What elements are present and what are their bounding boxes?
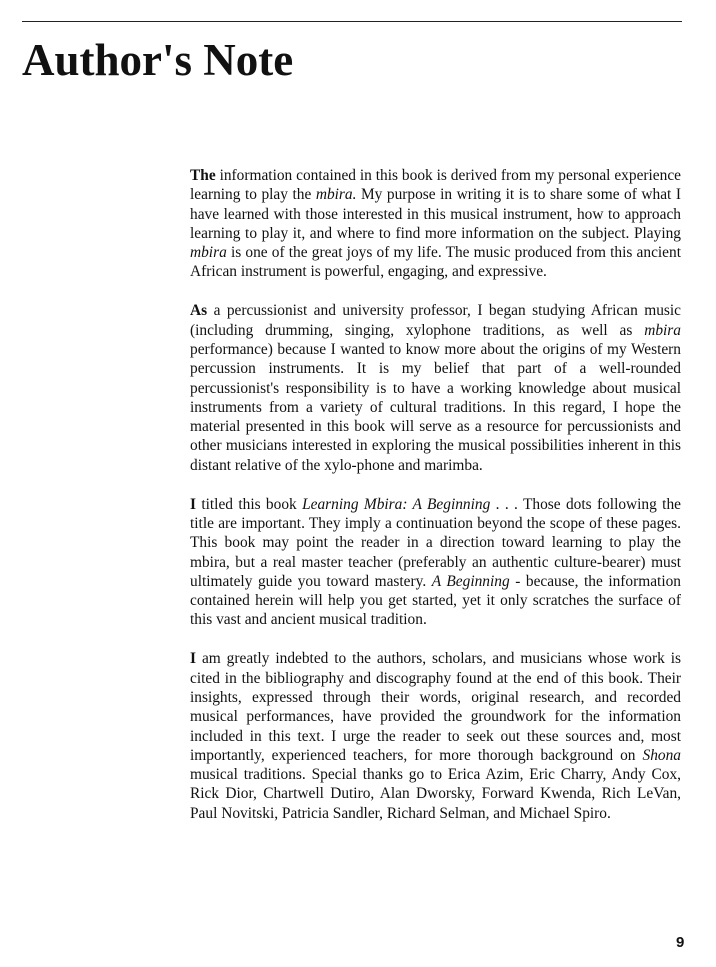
body-text [190, 166, 681, 843]
italic-text: Learning Mbira: A Beginning [302, 495, 491, 513]
page-number: 9 [676, 934, 685, 951]
italic-text: A Beginning [431, 572, 510, 590]
paragraph-lead-word: The [190, 167, 216, 184]
paragraph [190, 649, 681, 823]
paragraph-lead-word: I [190, 495, 196, 513]
paragraph [190, 301, 681, 475]
page-title: Author's Note [22, 35, 294, 85]
italic-text: mbira [190, 244, 227, 262]
text-run: a percussionist and university professor, I began studying African music (including drumming, singing, xylophone traditions, as well as [190, 302, 681, 339]
paragraph-lead-word: As [190, 302, 208, 320]
text-run: titled this book [196, 495, 303, 513]
italic-text: mbira [644, 321, 681, 339]
italic-text: Shona [642, 746, 681, 764]
text-run: musical traditions. Special thanks go to Erica Azim, Eric Charry, Andy Cox, Rick Dior, Chartwell Dutiro, Alan Dworsky, Forward Kwenda, Rich LeVan, Paul Novitski, Patricia Sandler, Richard Selman, and Michael Spiro. [190, 766, 681, 822]
top-rule [22, 21, 682, 22]
text-run: is one of the great joys of my life. The music produced from this ancient African instrument is powerful, engaging, and expressive. [190, 244, 681, 281]
paragraph [190, 166, 681, 282]
text-run: am greatly indebted to the authors, scholars, and musicians whose work is cited in the bibliography and discography found at the end of this book. Their insights, expressed through their words, original research, and recorded musical performances, have provided the groundwork for the information included in this text. I urge the reader to seek out these sources and, most importantly, experienced teachers, for more thorough background on [190, 650, 681, 764]
italic-text: mbira. [315, 186, 357, 204]
text-run: . . . Those dots following the title are important. They imply a continuation beyond the scope of these pages. This book may point the reader in a direction toward learning to play the mbira, but a real master teacher (preferably an authentic culture-bearer) must ultimately guide you toward mastery. [190, 495, 681, 590]
text-run: - because, the information contained herein will help you get started, yet it only scratches the surface of this vast and ancient musical tradition. [190, 572, 681, 629]
text-run: information contained in this book is derived from my personal experience learning to play the [190, 167, 681, 204]
paragraph [190, 495, 681, 630]
paragraph-lead-word: I [190, 650, 196, 668]
text-run: My purpose in writing it is to share some of what I have learned with those interested in this musical instrument, how to approach learning to play it, and where to find more information on the subject. Playing [190, 186, 681, 242]
text-run: performance) because I wanted to know more about the origins of my Western percussion instruments. It is my belief that part of a well-rounded percussionist's responsibility is to have a working knowledge about musical instruments from a variety of cultural traditions. In this regard, I hope the material presented in this book will serve as a resource for percussionists and other musicians interested in exploring the musical possibilities inherent in this distant relative of the xylo-phone and marimba. [190, 340, 681, 474]
